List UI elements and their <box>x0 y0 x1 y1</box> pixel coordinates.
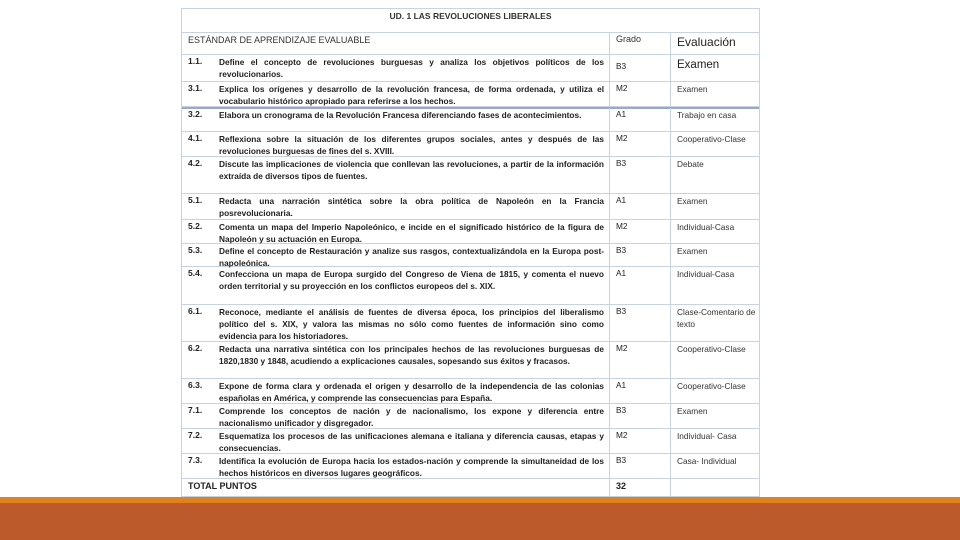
standard-text: Redacta una narrativa sintética con los principales hechos de las revoluciones burguesas de 1820,1830 y 1848, acudiendo a explicaciones causales, sopesando sus éxitos y fracasos. <box>219 344 604 366</box>
table-row <box>182 305 759 342</box>
grade-value: M2 <box>616 221 628 231</box>
standard-text: Expone de forma clara y ordenada el origen y desarrollo de la independencia de las colonias españolas en América, y comprende las consecuencias para España. <box>219 381 604 403</box>
table-row <box>182 132 759 157</box>
standard-text: Identifica la evolución de Europa hacia los estados-nación y comprende la simultaneidad de los hechos históricos en diversos lugares geográficos. <box>219 456 604 478</box>
grade-value: B3 <box>616 158 627 168</box>
standard-text: Esquematiza los procesos de las unificaciones alemana e italiana y diferencia causas, etapas y consecuencias. <box>219 431 604 453</box>
evaluation-value: Examen <box>677 196 708 206</box>
header-row <box>182 33 759 55</box>
standard-text: Comenta un mapa del Imperio Napoleónico, e incide en el significado histórico de la figura de Napoleón y su actuación en Europa. <box>219 222 604 244</box>
standard-text: Discute las implicaciones de violencia que conllevan las revoluciones, a partir de la información extraída de diversos tipos de fuentes. <box>219 159 604 181</box>
standard-text: Reconoce, mediante el análisis de fuentes de diversa época, los principios del liberalismo político del s. XIX, y valora las mismas no sólo como fuentes de información sino como evidencia para los historiadores. <box>219 307 604 341</box>
evaluation-value: Examen <box>677 84 708 94</box>
standard-number: 5.4. <box>188 268 203 278</box>
header-evaluation: Evaluación <box>677 35 736 49</box>
grade-value: B3 <box>616 405 627 415</box>
table-row <box>182 267 759 305</box>
grade-value: B3 <box>616 61 627 71</box>
evaluation-value: Individual-Casa <box>677 222 735 232</box>
evaluation-value: Examen <box>677 59 720 71</box>
table-row <box>182 454 759 479</box>
evaluation-value: Trabajo en casa <box>677 110 737 120</box>
grade-value: B3 <box>616 455 627 465</box>
evaluation-value: Individual- Casa <box>677 431 737 441</box>
standard-number: 5.3. <box>188 245 203 255</box>
grade-value: B3 <box>616 306 627 316</box>
evaluation-value: Individual-Casa <box>677 269 735 279</box>
standard-text: Redacta una narración sintética sobre la obra política de Napoleón en la Francia posrevolucionaria. <box>219 196 604 218</box>
standard-number: 5.2. <box>188 221 203 231</box>
grade-value: A1 <box>616 109 627 119</box>
standard-number: 7.2. <box>188 430 203 440</box>
table-row <box>182 404 759 429</box>
table-row <box>182 157 759 194</box>
standard-number: 6.1. <box>188 306 203 316</box>
table-row <box>182 429 759 454</box>
evaluation-value: Cooperativo-Clase <box>677 134 746 144</box>
table-row <box>182 108 759 132</box>
total-value: 32 <box>616 481 627 491</box>
table-row <box>182 55 759 82</box>
evaluation-value: Clase-Comentario de texto <box>677 307 756 329</box>
grade-value: M2 <box>616 430 628 440</box>
header-standard: ESTÁNDAR DE APRENDIZAJE EVALUABLE <box>188 35 371 45</box>
header-grade: Grado <box>616 34 642 44</box>
standard-text: Define el concepto de revoluciones burguesas y analiza los objetivos políticos de los revolucionarios. <box>219 57 604 79</box>
standard-number: 4.2. <box>188 158 203 168</box>
evaluation-value: Casa- Individual <box>677 456 737 466</box>
grade-value: M2 <box>616 343 628 353</box>
footer-band <box>0 503 960 540</box>
standard-text: Reflexiona sobre la situación de los diferentes grupos sociales, antes y después de las revoluciones burguesas de fines del s. XVIII. <box>219 134 604 156</box>
evaluation-value: Examen <box>677 406 708 416</box>
table-row <box>182 82 759 107</box>
standard-number: 3.2. <box>188 109 203 119</box>
table-row <box>182 244 759 267</box>
standard-number: 6.3. <box>188 380 203 390</box>
table-title: UD. 1 LAS REVOLUCIONES LIBERALES <box>182 9 759 33</box>
standard-text: Define el concepto de Restauración y analize sus rasgos, contextualizándola en la Europa post-napoleónica. <box>219 246 604 268</box>
standard-number: 4.1. <box>188 133 203 143</box>
standard-text: Elabora un cronograma de la Revolución Francesa diferenciando fases de acontecimientos. <box>219 110 582 120</box>
evaluation-value: Debate <box>677 159 704 169</box>
standard-text: Confecciona un mapa de Europa surgido del Congreso de Viena de 1815, y comenta el nuevo orden territorial y su proyección en los conflictos europeos del s. XIX. <box>219 269 604 291</box>
evaluation-value: Examen <box>677 246 708 256</box>
grade-value: A1 <box>616 195 627 205</box>
grade-value: M2 <box>616 83 628 93</box>
grade-value: A1 <box>616 380 627 390</box>
total-label: TOTAL PUNTOS <box>188 481 257 491</box>
evaluation-value: Cooperativo-Clase <box>677 344 746 354</box>
standard-number: 7.1. <box>188 405 203 415</box>
standard-number: 5.1. <box>188 195 203 205</box>
grade-value: M2 <box>616 133 628 143</box>
standard-number: 3.1. <box>188 83 203 93</box>
standard-text: Explica los orígenes y desarrollo de la revolución francesa, de forma ordenada, y utiliza el vocabulario histórico apropiado para referirse a los hechos. <box>219 84 604 106</box>
table-row <box>182 342 759 379</box>
standard-text: Comprende los conceptos de nación y de nacionalismo, los expone y diferencia entre nacionalismo unificador y disgregador. <box>219 406 604 428</box>
grade-value: B3 <box>616 245 627 255</box>
standard-number: 6.2. <box>188 343 203 353</box>
evaluation-value: Cooperativo-Clase <box>677 381 746 391</box>
standard-number: 1.1. <box>188 56 203 66</box>
assessment-table <box>181 8 760 497</box>
table-row <box>182 379 759 404</box>
grade-value: A1 <box>616 268 627 278</box>
standard-number: 7.3. <box>188 455 203 465</box>
table-row <box>182 194 759 220</box>
table-row <box>182 220 759 244</box>
total-row <box>182 479 759 498</box>
